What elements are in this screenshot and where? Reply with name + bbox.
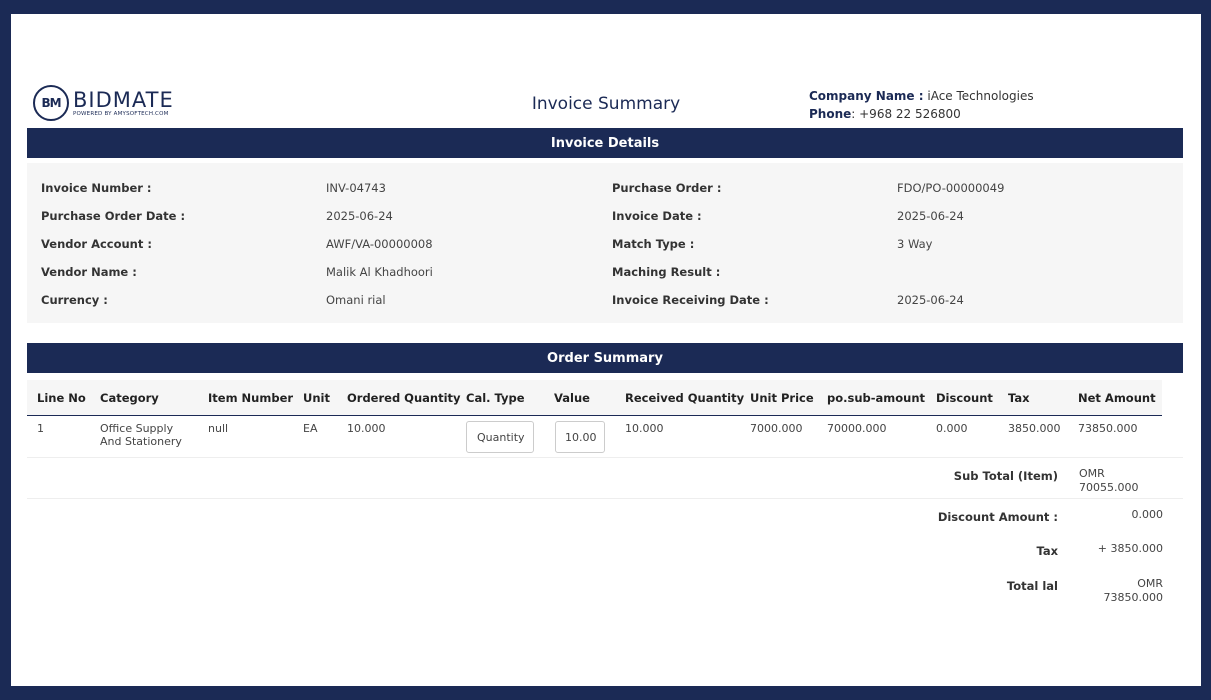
col-discount: Discount (936, 391, 993, 405)
col-item-number: Item Number (208, 391, 294, 405)
receiving-date-label: Invoice Receiving Date : (612, 293, 769, 307)
matching-result-label: Maching Result : (612, 265, 721, 279)
col-po-sub-amount: po.sub-amount (827, 391, 926, 405)
order-summary-header: Order Summary (27, 343, 1183, 373)
match-type-label: Match Type : (612, 237, 695, 251)
net-amount-cell: 73850.000 (1078, 422, 1138, 435)
invoice-date-label: Invoice Date : (612, 209, 702, 223)
total-row (27, 567, 1183, 607)
vendor-account-label: Vendor Account : (41, 237, 152, 251)
tax-row (27, 533, 1183, 567)
vendor-account-value: AWF/VA-00000008 (326, 237, 433, 251)
company-name-label: Company Name : (809, 89, 924, 103)
currency-label: Currency : (41, 293, 108, 307)
subtotal-amount: 70055.000 (1079, 481, 1139, 494)
logo-tagline: POWERED BY AMYSOFTECH.COM (73, 110, 169, 117)
tax-cell: 3850.000 (1008, 422, 1061, 435)
subtotal-value (1079, 467, 1139, 495)
invoice-number-value: INV-04743 (326, 181, 386, 195)
total-amount: 73850.000 (1103, 591, 1163, 604)
purchase-order-value: FDO/PO-00000049 (897, 181, 1005, 195)
col-tax: Tax (1008, 391, 1030, 405)
invoice-date-value: 2025-06-24 (897, 209, 964, 223)
category-line-2: And Stationery (100, 435, 182, 448)
discount-amount-value: 0.000 (1131, 508, 1163, 521)
invoice-details-panel (27, 163, 1183, 323)
total-label: Total lal (1006, 579, 1058, 593)
col-value: Value (554, 391, 590, 405)
bidmate-logo-icon: BM (33, 85, 69, 121)
col-unit-price: Unit Price (750, 391, 814, 405)
unit-price-cell: 7000.000 (750, 422, 803, 435)
category-cell (100, 422, 182, 448)
total-value (1104, 577, 1164, 605)
line-no-cell: 1 (37, 422, 44, 435)
detail-row (27, 265, 1183, 285)
logo-name: BIDMATE (73, 87, 174, 112)
tax-total-value: + 3850.000 (1097, 542, 1163, 555)
currency-value: Omani rial (326, 293, 386, 307)
invoice-card (11, 14, 1201, 686)
invoice-number-label: Invoice Number : (41, 181, 152, 195)
receiving-date-value: 2025-06-24 (897, 293, 964, 307)
match-type-value: 3 Way (897, 237, 933, 251)
discount-amount-label: Discount Amount : (937, 510, 1058, 524)
value-input[interactable]: 10.00 (555, 421, 605, 453)
phone-value: : +968 22 526800 (851, 107, 961, 121)
cal-type-select[interactable]: Quantity (466, 421, 534, 453)
detail-row (27, 209, 1183, 229)
received-qty-cell: 10.000 (625, 422, 664, 435)
page-title: Invoice Summary (531, 94, 681, 114)
invoice-header (11, 84, 1201, 124)
unit-cell: EA (303, 422, 318, 435)
phone-label: Phone (809, 107, 852, 121)
subtotal-currency: OMR (1079, 467, 1105, 480)
order-table-header (27, 380, 1162, 416)
ordered-qty-cell: 10.000 (347, 422, 386, 435)
po-date-value: 2025-06-24 (326, 209, 393, 223)
col-net-amount: Net Amount (1078, 391, 1156, 405)
subtotal-label: Sub Total (Item) (953, 469, 1058, 483)
item-number-cell: null (208, 422, 229, 435)
detail-row (27, 181, 1183, 201)
discount-row (27, 499, 1183, 533)
table-row (27, 416, 1183, 458)
col-cal-type: Cal. Type (466, 391, 525, 405)
company-info (809, 87, 1034, 123)
detail-row (27, 237, 1183, 257)
total-currency: OMR (1137, 577, 1163, 590)
po-date-label: Purchase Order Date : (41, 209, 186, 223)
invoice-details-header: Invoice Details (27, 128, 1183, 158)
detail-row (27, 293, 1183, 313)
vendor-name-label: Vendor Name : (41, 265, 137, 279)
col-unit: Unit (303, 391, 330, 405)
category-line-1: Office Supply (100, 422, 174, 435)
subtotal-row (27, 458, 1183, 499)
col-line-no: Line No (37, 391, 86, 405)
purchase-order-label: Purchase Order : (612, 181, 722, 195)
col-category: Category (100, 391, 159, 405)
tax-total-label: Tax (1036, 544, 1058, 558)
discount-cell: 0.000 (936, 422, 968, 435)
col-received-quantity: Received Quantity (625, 391, 745, 405)
sub-amount-cell: 70000.000 (827, 422, 887, 435)
col-ordered-quantity: Ordered Quantity (347, 391, 461, 405)
company-name-value: iAce Technologies (927, 89, 1034, 103)
vendor-name-value: Malik Al Khadhoori (326, 265, 433, 279)
